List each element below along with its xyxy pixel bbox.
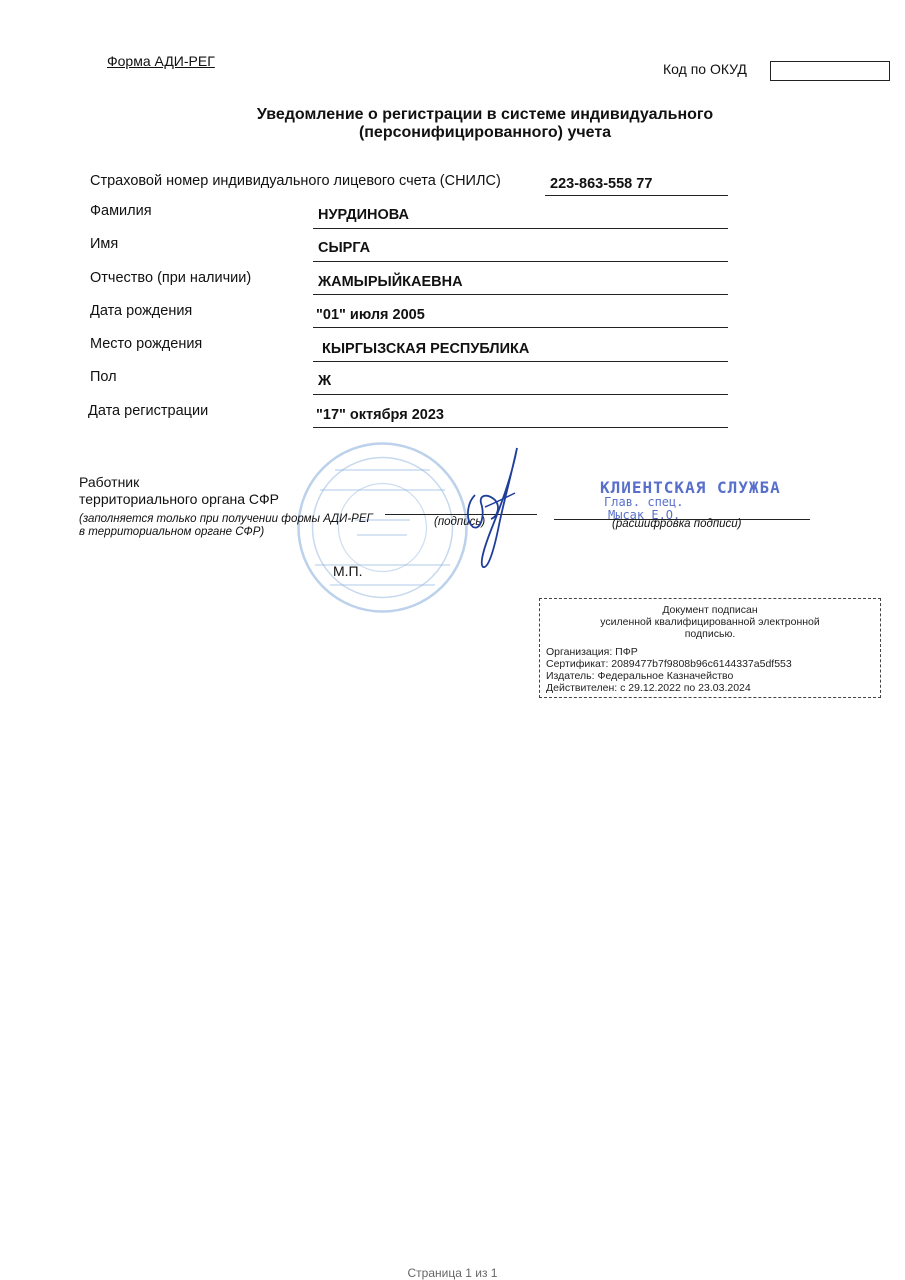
okud-code-box (770, 61, 890, 81)
signature-caption: (подпись) (434, 516, 486, 528)
sex-value: Ж (318, 373, 332, 389)
birth-place-value: КЫРГЫЗСКАЯ РЕСПУБЛИКА (322, 341, 530, 357)
page-number: Страница 1 из 1 (407, 1266, 498, 1280)
reg-date-label: Дата регистрации (88, 403, 209, 419)
handwritten-signature-icon (455, 445, 535, 570)
document-title (200, 106, 770, 142)
birth-date-underline (313, 327, 728, 328)
name-label: Имя (90, 236, 119, 252)
worker-line-1: Работник (79, 474, 140, 490)
surname-label: Фамилия (90, 203, 152, 219)
esign-organization: Организация: ПФР (546, 646, 638, 658)
name-value: СЫРГА (318, 240, 371, 256)
esign-valid: Действителен: с 29.12.2022 по 23.03.2024 (546, 682, 751, 694)
worker-note: (заполняется только при получении формы АДИ-РЕГ в территориальном органе СФР) (79, 513, 373, 538)
decode-caption: (расшифровка подписи) (612, 518, 742, 530)
birth-place-label: Место рождения (90, 336, 203, 352)
client-service-stamp-line-2: Глав. спец. (604, 495, 684, 509)
worker-line-2: территориального органа СФР (79, 491, 279, 507)
patronymic-underline (313, 294, 728, 295)
esign-details (546, 646, 874, 694)
form-code: Форма АДИ-РЕГ (107, 53, 215, 69)
title-line-1: Уведомление о регистрации в системе индивидуального (256, 106, 714, 123)
worker-caption (79, 474, 279, 508)
birth-place-underline (313, 361, 728, 362)
snils-label: Страховой номер индивидуального лицевого счета (СНИЛС) (90, 173, 501, 189)
esign-issuer: Издатель: Федеральное Казначейство (546, 670, 734, 682)
title-line-2: (персонифицированного) учета (358, 124, 612, 141)
name-underline (313, 261, 728, 262)
patronymic-value: ЖАМЫРЫЙКАЕВНА (318, 274, 463, 290)
snils-underline (545, 195, 728, 196)
sex-label: Пол (90, 369, 117, 385)
esign-title (546, 604, 874, 640)
birth-date-value: "01" июля 2005 (316, 307, 425, 323)
esign-certificate: Сертификат: 2089477b7f9808b96c6144337a5df553 (546, 658, 792, 670)
surname-underline (313, 228, 728, 229)
reg-date-underline (313, 427, 728, 428)
patronymic-label: Отчество (при наличии) (90, 270, 252, 286)
client-service-stamp-line-3: Мысак Е.О. (608, 508, 681, 522)
snils-value: 223-863-558 77 (550, 176, 653, 192)
client-service-stamp: КЛИЕНТСКАЯ СЛУЖБА (600, 478, 781, 497)
surname-value: НУРДИНОВА (318, 207, 409, 223)
esign-title-line-1: Документ подписан (662, 604, 758, 616)
seal-place-label: М.П. (333, 563, 363, 579)
esign-title-line-2: усиленной квалифицированной электронной (600, 616, 820, 628)
birth-date-label: Дата рождения (90, 303, 193, 319)
sex-underline (313, 394, 728, 395)
reg-date-value: "17" октября 2023 (316, 407, 444, 423)
electronic-signature-box (539, 598, 881, 698)
okud-label: Код по ОКУД (663, 61, 747, 77)
esign-title-line-3: подписью. (684, 628, 736, 640)
